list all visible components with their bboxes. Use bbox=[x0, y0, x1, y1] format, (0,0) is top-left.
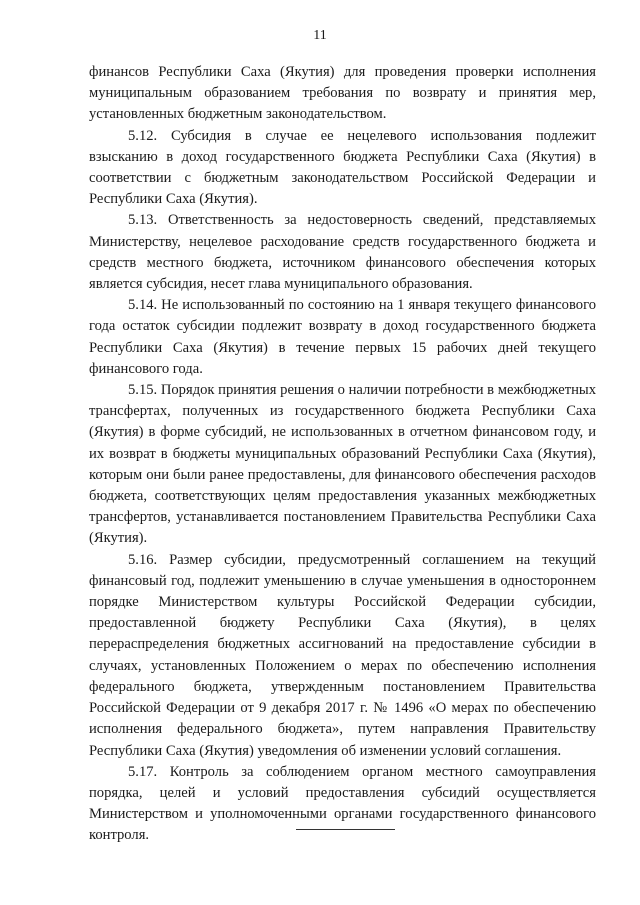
paragraph-5-14: 5.14. Не использованный по состоянию на 1 января текущего финансового года остаток субсидии подлежит возврату в доход государственного бюджета Республики Саха (Якутия) в течение первых 15 рабочих дней текущего финансового года. bbox=[89, 297, 596, 377]
paragraph-continuation: финансов Республики Саха (Якутия) для проведения проверки исполнения муниципальным образованием требования по возврату и принятия мер, установленных бюджетным законодательством. bbox=[89, 64, 596, 123]
end-separator-line bbox=[296, 829, 395, 830]
paragraph-5-17: 5.17. Контроль за соблюдением органом местного самоуправления порядка, целей и условий предоставления субсидий осуществляется Министерством и уполномоченными органами государственного финансового контроля. bbox=[89, 763, 596, 844]
paragraph-5-13: 5.13. Ответственность за недостоверность сведений, представляемых Министерству, нецелевое расходование средств государственного бюджета и средств местного бюджета, источником финансового обеспечения которых является субсидия, несет глава муниципального образования. bbox=[89, 212, 596, 293]
paragraph-5-16: 5.16. Размер субсидии, предусмотренный соглашением на текущий финансовый год, подлежит уменьшению в случае уменьшения в одностороннем порядке Министерством культуры Российской Федерации субсидии, предоставленной бюджету Республики Саха (Якутия), в целях перераспределения бюджетных ассигнований на предоставление субсидии в случаях, установленных Положением о мерах по обеспечению исполнения федерального бюджета, утвержденным постановлением Правительства Российской Федерации от 9 декабря 2017 г. № 1496 «О мерах по обеспечению исполнения федерального бюджета», путем направления Правительству Республики Саха (Якутия) уведомления об изменении условий соглашения. bbox=[89, 551, 596, 759]
paragraph-5-15: 5.15. Порядок принятия решения о наличии потребности в межбюджетных трансфертах, полученных из государственного бюджета Республики Саха (Якутия) в форме субсидий, не использованных в отчетном финансовом году, и их возврат в бюджеты муниципальных образований Республики Саха (Якутия), которым они были ранее предоставлены, для финансового обеспечения расходов бюджета, соответствующих целям предоставления указанных межбюджетных трансфертов, устанавливается постановлением Правительства Республики Саха (Якутия). bbox=[89, 382, 596, 547]
paragraph-5-12: 5.12. Субсидия в случае ее нецелевого использования подлежит взысканию в доход государственного бюджета Республики Саха (Якутия) в соответствии с бюджетным законодательством Российской Федерации и Республики Саха (Якутия). bbox=[89, 127, 596, 208]
page-number: 11 bbox=[313, 28, 327, 43]
document-body bbox=[89, 62, 596, 847]
